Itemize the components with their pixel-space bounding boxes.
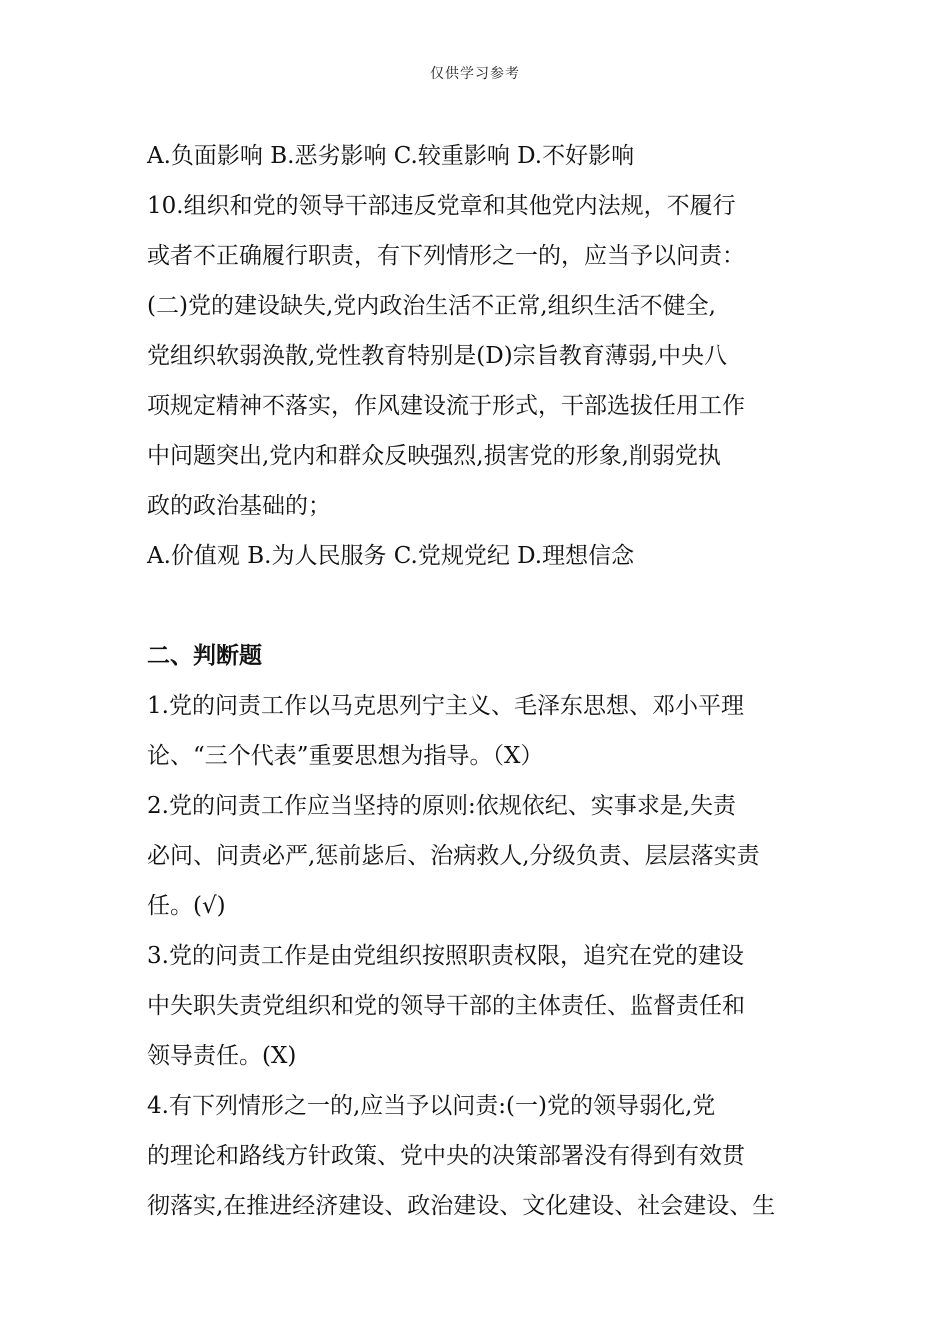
judgment-line: 领导责任。(X) — [147, 1043, 297, 1069]
q10-line: 政的政治基础的； — [147, 493, 331, 519]
q9-options: A.负面影响 B.恶劣影响 C.较重影响 D.不好影响 — [147, 143, 635, 169]
q10-line: 或者不正确履行职责，有下列情形之一的，应当予以问责： — [147, 243, 745, 269]
judgment-line: 1.党的问责工作以马克思列宁主义、毛泽东思想、邓小平理 — [147, 693, 744, 719]
judgment-item-4 — [147, 1081, 807, 1231]
judgment-line: 论、“三个代表”重要思想为指导。（X） — [147, 743, 544, 769]
q10-line: 项规定精神不落实，作风建设流于形式，干部选拔任用工作 — [147, 393, 745, 419]
page-header: 仅供学习参考 — [430, 66, 520, 82]
q10-line: 中问题突出,党内和群众反映强烈,损害党的形象,削弱党执 — [147, 443, 721, 469]
judgment-line: 必问、问责必严,惩前毖后、治病救人,分级负责、层层落实责 — [147, 843, 760, 869]
judgment-line: 的理论和路线方针政策、党中央的决策部署没有得到有效贯 — [147, 1143, 745, 1169]
document-body — [147, 131, 807, 1231]
judgment-line: 中失职失责党组织和党的领导干部的主体责任、监督责任和 — [147, 993, 745, 1019]
judgment-line: 2.党的问责工作应当坚持的原则:依规依纪、实事求是,失责 — [147, 793, 737, 819]
section-title-judgment: 二、判断题 — [147, 643, 262, 669]
question-10 — [147, 181, 807, 581]
judgment-item-3 — [147, 931, 807, 1081]
judgment-item-2 — [147, 781, 807, 931]
q10-line: (二)党的建设缺失,党内政治生活不正常,组织生活不健全, — [147, 293, 716, 319]
judgment-line: 任。(√) — [147, 893, 226, 919]
q10-options: A.价值观 B.为人民服务 C.党规党纪 D.理想信念 — [147, 543, 635, 569]
q10-line: 10.组织和党的领导干部违反党章和其他党内法规，不履行 — [147, 193, 736, 219]
judgment-line: 彻落实,在推进经济建设、政治建设、文化建设、社会建设、生 — [147, 1193, 776, 1219]
judgment-line: 4.有下列情形之一的,应当予以问责:(一)党的领导弱化,党 — [147, 1093, 716, 1119]
section-gap — [147, 581, 807, 631]
judgment-item-1 — [147, 681, 807, 781]
q10-line: 党组织软弱涣散,党性教育特别是(D)宗旨教育薄弱,中央八 — [147, 343, 728, 369]
judgment-line: 3.党的问责工作是由党组织按照职责权限，追究在党的建设 — [147, 943, 744, 969]
